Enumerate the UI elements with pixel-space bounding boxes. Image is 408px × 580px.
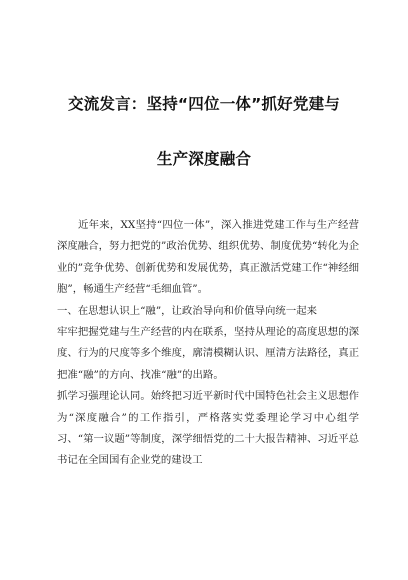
document-title-line-2: 生产深度融合 <box>156 150 252 168</box>
paragraph-study-theory: 抓学习强理论认同。始终把习近平新时代中国特色社会主义思想作为“深度融合”的工作指引，严格落实党委理论学习中心组学习、“第一议题”等制度，深学细悟党的二十大报告精神、习近平总书记在全国国有企业党的建设工 <box>57 390 359 467</box>
document-body <box>57 215 359 472</box>
paragraph-section-1: 牢牢把握党建与生产经营的内在联系，坚持从理论的高度思想的深度、行为的尺度等多个维度，廓清模糊认识、厘清方法路径，真正把准“融”的方向、找准“融”的出路。 <box>57 326 359 381</box>
document-title-line-1: 交流发言：坚持“四位一体”抓好党建与 <box>68 95 340 113</box>
section-heading-1: 一、在思想认识上“融”，让政治导向和价值导向统一起来 <box>57 304 317 317</box>
paragraph-intro: 近年来，XX坚持“四位一体”，深入推进党建工作与生产经营深度融合，努力把党的”政治优势、组织优势、制度优势“转化为企业的”竞争优势、创新优势和发展优势，真正激活党建工作“神经细胞”，畅通生产经营“毛细血管”。 <box>57 219 359 296</box>
